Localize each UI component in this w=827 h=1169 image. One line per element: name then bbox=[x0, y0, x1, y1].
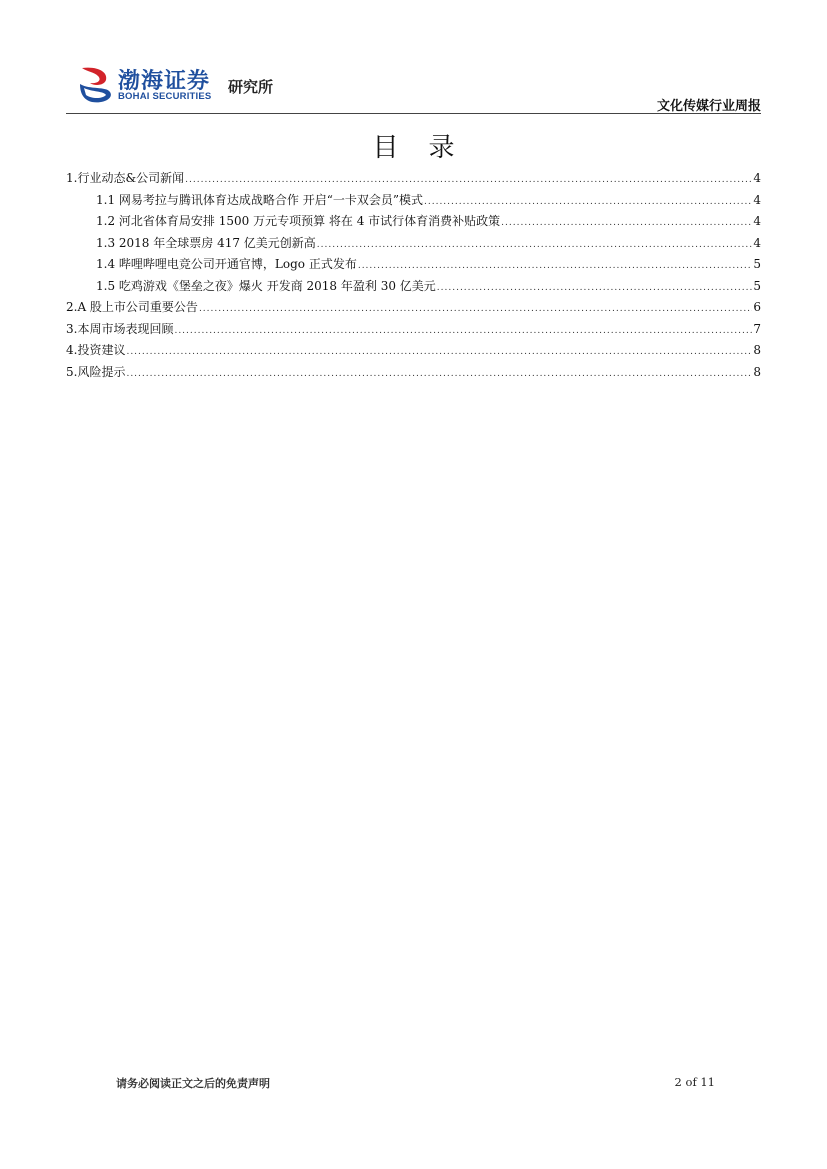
toc-entry-label: 5.风险提示 bbox=[66, 364, 126, 379]
toc-dot-leader bbox=[126, 364, 752, 386]
toc-entry[interactable] bbox=[66, 254, 761, 276]
page-indicator: 2 of 11 bbox=[674, 1075, 715, 1089]
toc-dot-leader bbox=[437, 278, 753, 300]
toc-entry[interactable] bbox=[66, 340, 761, 362]
toc-entry-label: 4.投资建议 bbox=[66, 343, 126, 357]
toc-entry-page: 7 bbox=[753, 321, 761, 336]
toc-entry-label: 1.5 吃鸡游戏《堡垒之夜》爆火 开发商 2018 年盈利 30 亿美元 bbox=[96, 278, 436, 293]
toc-entry-page: 8 bbox=[753, 343, 761, 357]
toc-entry[interactable] bbox=[66, 211, 761, 233]
toc-entry-page: 4 bbox=[753, 192, 761, 207]
bohai-securities-logo bbox=[76, 62, 296, 106]
toc-entry-label: 1.4 哔哩哔哩电竞公司开通官博，Logo 正式发布 bbox=[96, 257, 357, 271]
toc-entry-page: 6 bbox=[753, 300, 761, 314]
toc-dot-leader bbox=[501, 213, 752, 235]
header-divider bbox=[66, 113, 761, 114]
toc-entry[interactable] bbox=[66, 233, 761, 255]
toc-dot-leader bbox=[174, 321, 752, 343]
toc-entry[interactable] bbox=[66, 190, 761, 212]
toc-dot-leader bbox=[126, 342, 752, 364]
toc-entry[interactable] bbox=[66, 168, 761, 190]
toc-entry[interactable] bbox=[66, 319, 761, 341]
logo-english-name: BOHAI SECURITIES bbox=[118, 91, 212, 102]
toc-dot-leader bbox=[317, 235, 753, 257]
toc-dot-leader bbox=[185, 170, 752, 192]
toc-entry-label: 1.行业动态&公司新闻 bbox=[66, 171, 185, 185]
bohai-logo-icon bbox=[76, 64, 116, 104]
toc-entry-page: 4 bbox=[753, 171, 761, 185]
toc-entry-page: 4 bbox=[753, 235, 761, 250]
toc-dot-leader bbox=[199, 299, 752, 321]
toc-entry[interactable] bbox=[66, 276, 761, 298]
toc-entry-page: 5 bbox=[753, 257, 761, 271]
toc-entry-label: 2.A 股上市公司重要公告 bbox=[66, 300, 198, 314]
toc-dot-leader bbox=[358, 256, 753, 278]
logo-institute: 研究所 bbox=[228, 78, 274, 96]
report-type-label: 文化传媒行业周报 bbox=[656, 99, 761, 114]
toc-entry-page: 4 bbox=[753, 214, 761, 228]
footer-disclaimer: 请务必阅读正文之后的免责声明 bbox=[116, 1077, 270, 1090]
toc-entry-label: 3.本周市场表现回顾 bbox=[66, 321, 174, 336]
toc-entry-page: 8 bbox=[753, 364, 761, 379]
toc-entry[interactable] bbox=[66, 362, 761, 384]
toc-entry[interactable] bbox=[66, 297, 761, 319]
toc-entry-label: 1.3 2018 年全球票房 417 亿美元创新高 bbox=[96, 235, 316, 250]
toc-dot-leader bbox=[424, 192, 752, 214]
toc-title: 目录 bbox=[372, 133, 485, 163]
toc-entry-label: 1.1 网易考拉与腾讯体育达成战略合作 开启“一卡双会员”模式 bbox=[96, 192, 423, 207]
toc-entry-page: 5 bbox=[753, 278, 761, 293]
table-of-contents bbox=[66, 168, 761, 383]
toc-entry-label: 1.2 河北省体育局安排 1500 万元专项预算 将在 4 市试行体育消费补贴政策 bbox=[96, 214, 501, 228]
logo-chinese-name: 渤海证券 bbox=[118, 69, 211, 94]
